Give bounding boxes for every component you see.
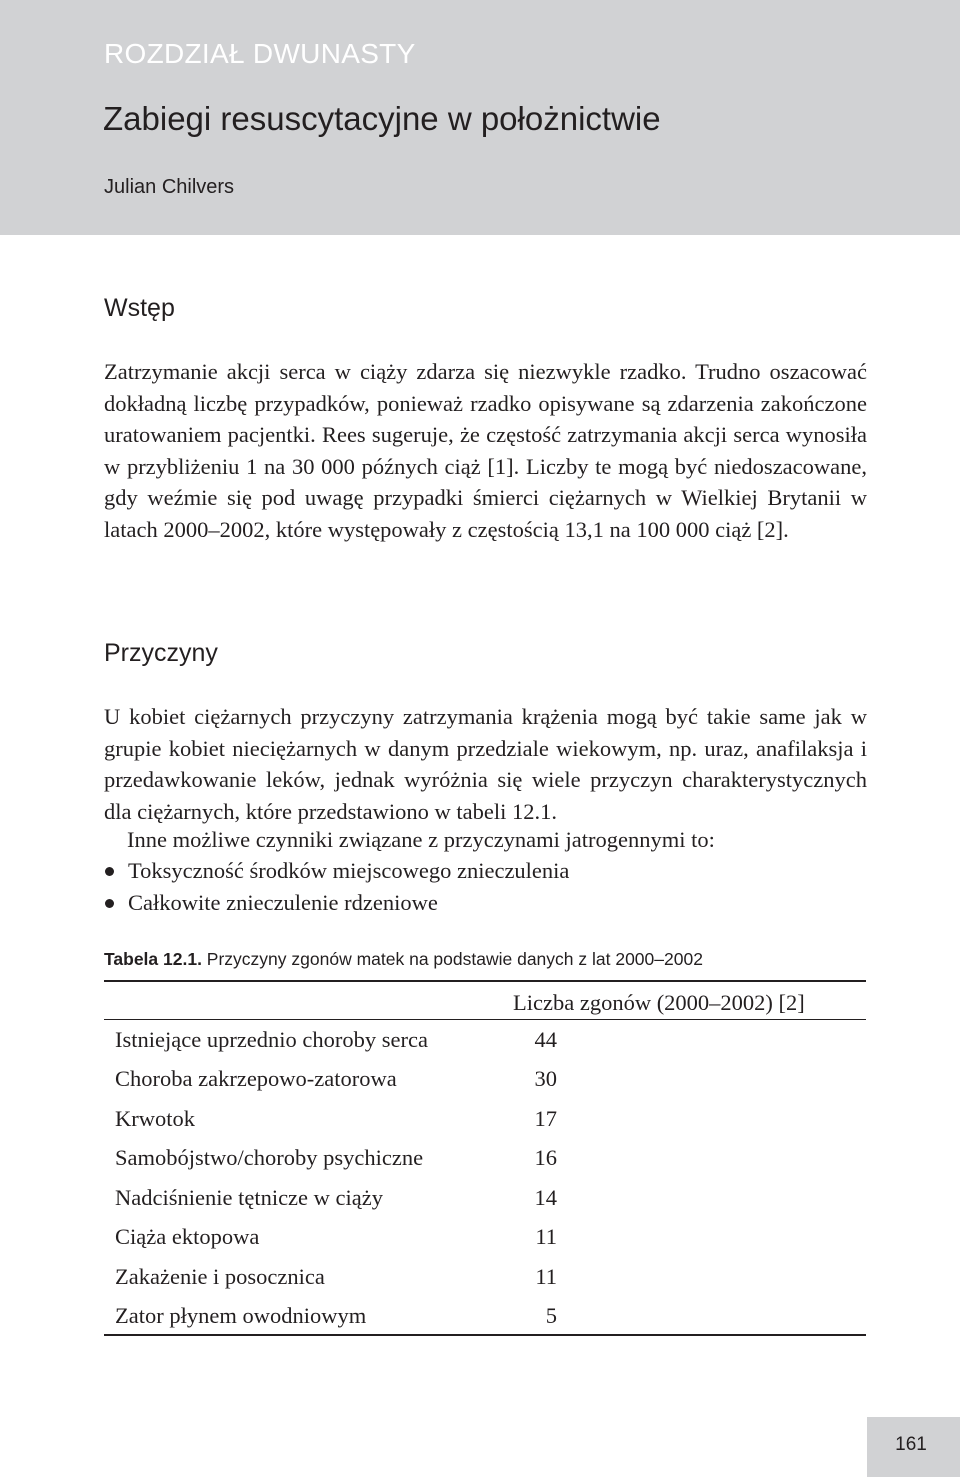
list-item-text: Toksyczność środków miejscowego znieczulenia <box>128 858 570 883</box>
author-name: Julian Chilvers <box>104 176 235 198</box>
causes-paragraph: U kobiet ciężarnych przyczyny zatrzymania krążenia mogą być takie same jak w grupie kobiet nieciężarnych w danym przedziale wiekowym, np. uraz, anafilaksja i przedawkowanie leków, jednak wyróżnia się wiele przyczyn charakterystycznych dla ciężarnych, które przedstawiono w tabeli 12.1. <box>104 704 867 824</box>
chapter-label: ROZDZIAŁ DWUNASTY <box>104 38 416 69</box>
list-item <box>104 887 569 919</box>
intro-paragraph: Zatrzymanie akcji serca w ciąży zdarza się niezwykle rzadko. Trudno oszacować dokładną liczbę przypadków, ponieważ rzadko opisywane są zdarzenia zakończone uratowaniem pacjentki. Rees sugeruje, że częstość zatrzymania akcji serca wynosiła w przybliżeniu 1 na 30 000 późnych ciąż [1]. Liczby te mogą być niedoszacowane, gdy weźmie się pod uwagę przypadki śmierci ciężarnych w Wielkiej Brytanii w latach 2000–2002, które występowały z częstością 13,1 na 100 000 ciąż [2]. <box>104 359 867 542</box>
table-cell-count: 44 <box>534 1026 557 1052</box>
table-row <box>104 1139 866 1179</box>
bullet-icon <box>105 867 114 876</box>
bullet-icon <box>105 899 114 908</box>
chapter-header <box>0 0 960 235</box>
list-item <box>104 855 569 887</box>
table-caption-text: Przyczyny zgonów matek na podstawie danych z lat 2000–2002 <box>201 949 703 969</box>
table-cell-count: 11 <box>535 1263 557 1289</box>
page-number-box <box>867 1417 960 1477</box>
table-row <box>104 1099 866 1139</box>
iatrogenic-list <box>104 855 569 918</box>
table-cell-count: 17 <box>534 1105 557 1131</box>
table-cell-count: 16 <box>534 1145 557 1171</box>
table-row <box>104 1178 866 1218</box>
table-cell-count: 11 <box>535 1224 557 1250</box>
table-top-rule <box>104 980 866 982</box>
table-cell-cause: Choroba zakrzepowo-zatorowa <box>115 1066 397 1092</box>
table-cell-cause: Ciąża ektopowa <box>115 1224 260 1250</box>
table-row <box>104 1020 866 1060</box>
table-cell-cause: Samobójstwo/choroby psychiczne <box>115 1145 424 1171</box>
chapter-title: Zabiegi resuscytacyjne w położnictwie <box>103 100 661 137</box>
table-caption <box>104 949 703 970</box>
page-number: 161 <box>895 1434 927 1455</box>
table-caption-label: Tabela 12.1. <box>104 949 202 969</box>
causes-table <box>104 986 866 1336</box>
table-row <box>104 1218 866 1258</box>
table-row <box>104 1297 866 1337</box>
table-column-header: Liczba zgonów (2000–2002) [2] <box>513 990 805 1015</box>
table-row <box>104 1060 866 1100</box>
table-header-row <box>104 986 866 1020</box>
list-item-text: Całkowite znieczulenie rdzeniowe <box>128 889 438 915</box>
table-cell-count: 30 <box>534 1066 557 1092</box>
causes-paragraph-iatrogenic: Inne możliwe czynniki związane z przyczynami jatrogennymi to: <box>127 827 715 852</box>
table-cell-cause: Krwotok <box>115 1105 195 1131</box>
table-cell-cause: Zakażenie i posocznica <box>115 1263 325 1289</box>
table-cell-count: 14 <box>534 1184 557 1210</box>
table-cell-cause: Zator płynem owodniowym <box>115 1303 367 1329</box>
section-heading-intro: Wstęp <box>104 294 175 322</box>
section-heading-causes: Przyczyny <box>104 639 218 667</box>
table-cell-cause: Nadciśnienie tętnicze w ciąży <box>115 1184 383 1210</box>
table-cell-count: 5 <box>545 1303 557 1329</box>
table-row <box>104 1257 866 1297</box>
table-cell-cause: Istniejące uprzednio choroby serca <box>115 1026 428 1052</box>
